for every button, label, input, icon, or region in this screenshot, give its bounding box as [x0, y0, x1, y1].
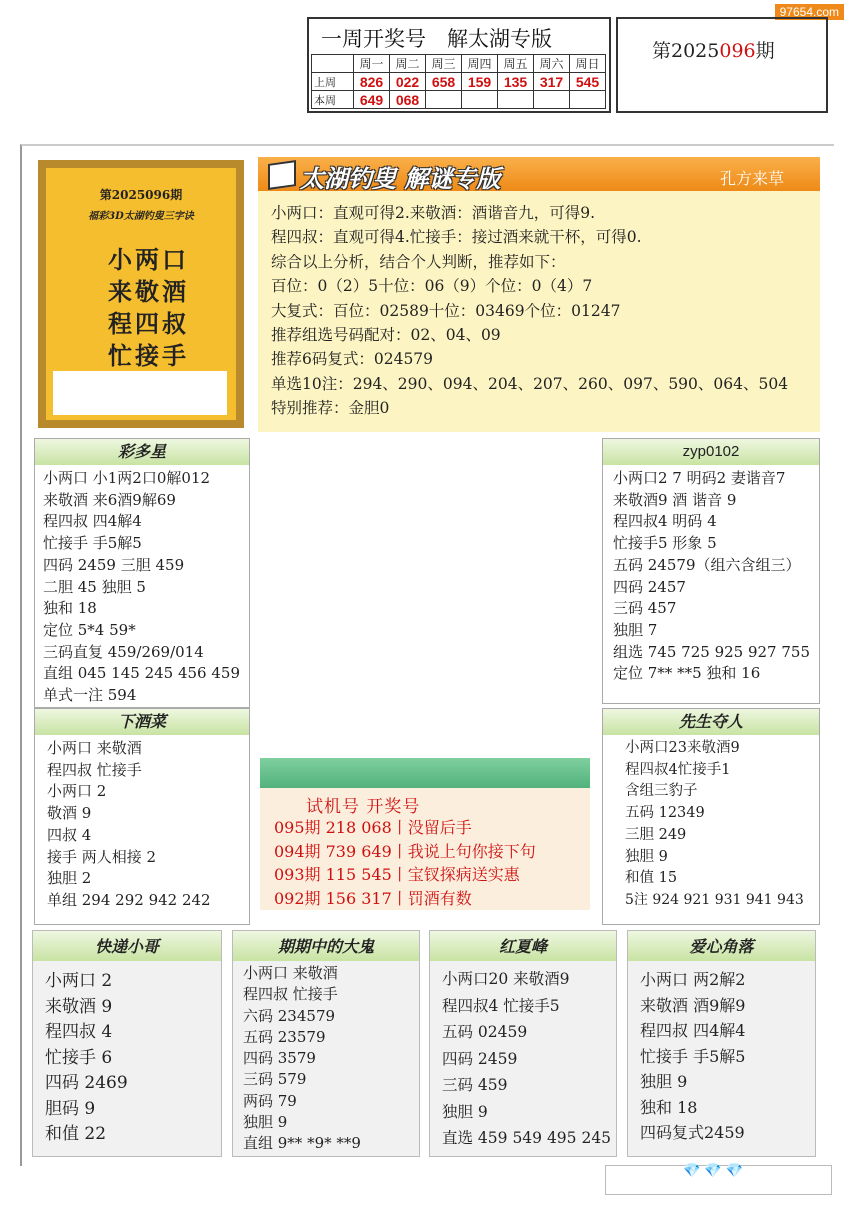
list-item: 忙接手 手5解5 — [43, 534, 142, 553]
weekly-draw-box — [307, 17, 611, 113]
box-body — [603, 465, 819, 685]
box-title: 快递小哥 — [33, 931, 221, 961]
kuaidi-box — [32, 930, 222, 1157]
hongxia-box — [429, 930, 617, 1157]
list-item: 小两口 来敬酒 — [47, 739, 142, 757]
list-item: 来敬酒 来6酒9解69 — [43, 490, 176, 509]
box-body — [603, 735, 819, 912]
list-item: 忙接手5 形象 5 — [613, 534, 717, 553]
trial-rows — [274, 816, 536, 910]
box-body — [33, 961, 221, 1148]
list-item: 独和 18 — [640, 1097, 698, 1117]
table-row — [312, 91, 606, 109]
poster-issue: 第2025096期 — [99, 188, 183, 202]
list-item: 和值 15 — [625, 870, 678, 887]
list-item: 独胆 9 — [243, 1113, 288, 1132]
list-item: 三码 459 — [442, 1076, 508, 1094]
list-item: 四码复式2459 — [640, 1123, 745, 1142]
list-item: 两码 79 — [243, 1091, 297, 1110]
poster-line: 忙接手 — [108, 341, 189, 370]
trial-row: 095期 218 068丨没留后手 — [274, 818, 472, 837]
list-item: 小两口 2 — [47, 782, 107, 801]
analysis-line: 程四叔：直观可得4.忙接手：接过酒来就干杯，可得0. — [271, 228, 642, 247]
draw-number: 068 — [390, 91, 426, 109]
analysis-body — [271, 201, 788, 421]
list-item: 忙接手 6 — [45, 1047, 113, 1068]
riddle-poster — [38, 160, 244, 428]
analysis-line: 大复式：百位：02589十位：03469个位：01247 — [271, 301, 621, 320]
list-item: 独和 18 — [43, 599, 97, 618]
list-item: 直选 459 549 495 245 — [442, 1129, 612, 1147]
analysis-author: 孔方来草 — [719, 169, 784, 188]
list-item: 五码 23579 — [243, 1027, 326, 1046]
table-row — [312, 73, 606, 91]
xiajiucai-box — [34, 708, 250, 925]
list-item: 独胆 9 — [625, 848, 668, 865]
list-item: 敬酒 9 — [47, 804, 92, 823]
issue-box — [616, 17, 828, 113]
list-item: 三胆 249 — [625, 826, 687, 843]
list-item: 直组 9** *9* **9 — [243, 1134, 361, 1153]
box-title: 彩多星 — [35, 439, 249, 465]
poster-blank-box — [53, 371, 227, 415]
list-item: 程四叔4忙接手1 — [625, 761, 731, 778]
list-item: 小两口20 来敬酒9 — [442, 970, 570, 988]
box-title: 爱心角落 — [628, 931, 815, 961]
trial-row: 093期 115 545丨宝钗探病送实惠 — [274, 865, 520, 884]
list-item: 来敬酒 9 — [45, 996, 113, 1017]
draw-number — [426, 91, 462, 109]
analysis-line: 小两口：直观可得2.来敬酒：酒谐音九，可得9. — [271, 204, 596, 222]
list-item: 来敬酒9 酒 谐音 9 — [613, 490, 737, 509]
list-item: 程四叔 忙接手 — [47, 760, 142, 779]
box-title: 下酒菜 — [35, 709, 249, 735]
box-body — [430, 961, 616, 1152]
poster-inner — [46, 168, 236, 420]
list-item: 小两口 两2解2 — [640, 970, 746, 989]
draw-number: 317 — [534, 73, 570, 91]
draw-number — [570, 91, 606, 109]
list-item: 独胆 9 — [442, 1102, 488, 1121]
day-header: 周五 — [498, 55, 534, 73]
list-item: 四码 2469 — [45, 1073, 128, 1093]
table-row — [312, 55, 606, 73]
list-item: 小两口 来敬酒 — [243, 964, 338, 982]
list-item: 三码直复 459/269/014 — [43, 642, 204, 661]
site-watermark: 97654.com — [775, 4, 844, 20]
day-header: 周六 — [534, 55, 570, 73]
analysis-line: 单选10注：294、290、094、204、207、260、097、590、064、504 — [271, 374, 789, 393]
list-item: 程四叔4 明码 4 — [613, 512, 717, 531]
list-item: 程四叔 4 — [45, 1022, 113, 1042]
day-header: 周二 — [390, 55, 426, 73]
draw-number: 022 — [390, 73, 426, 91]
box-title: zyp0102 — [603, 439, 819, 465]
box-body — [233, 961, 419, 1155]
box-title: 期期中的大鬼 — [233, 931, 419, 961]
draw-number: 826 — [354, 73, 390, 91]
list-item: 小两口 小1两2口0解012 — [43, 469, 211, 487]
analysis-line: 推荐组选号码配对：02、04、09 — [271, 326, 501, 345]
list-item: 五码 12349 — [625, 805, 705, 822]
diamond-icon: 💎💎💎 — [683, 1163, 748, 1179]
draw-number — [462, 91, 498, 109]
list-item: 单组 294 292 942 242 — [47, 890, 211, 909]
poster-line: 小两口 — [108, 245, 189, 274]
analysis-header — [258, 157, 820, 191]
draw-number: 545 — [570, 73, 606, 91]
day-header: 周三 — [426, 55, 462, 73]
issue-suffix: 期 — [755, 40, 775, 62]
analysis-line: 推荐6码复式：024579 — [271, 350, 434, 369]
poster-line: 程四叔 — [108, 309, 189, 338]
xiansheng-box — [602, 708, 820, 925]
list-item: 三码 579 — [243, 1070, 307, 1089]
list-item: 三码 457 — [613, 599, 677, 618]
trial-header-bar — [260, 758, 590, 788]
draw-number: 649 — [354, 91, 390, 109]
row-label: 本周 — [312, 91, 354, 109]
box-body — [35, 735, 249, 912]
trial-row: 094期 739 649丨我说上句你接下句 — [274, 841, 536, 861]
trial-title: 试机号 开奖号 — [306, 797, 421, 817]
weekly-draw-table — [311, 54, 606, 109]
list-item: 单式一注 594 — [43, 686, 137, 705]
box-body — [35, 465, 249, 707]
box-title: 红夏峰 — [430, 931, 616, 961]
list-item: 小两口 2 — [45, 971, 113, 991]
draw-number: 658 — [426, 73, 462, 91]
list-item: 四码 2457 — [613, 577, 686, 596]
list-item: 独胆 2 — [47, 869, 92, 888]
list-item: 小两口2 7 明码2 妻谐音7 — [613, 469, 786, 487]
draw-number: 159 — [462, 73, 498, 91]
list-item: 小两口23来敬酒9 — [625, 740, 740, 756]
list-item: 程四叔 忙接手 — [243, 985, 338, 1004]
poster-subtitle: 福彩3D太湖钓叟三字诀 — [88, 211, 194, 222]
list-item: 四叔 4 — [47, 825, 92, 844]
list-item: 程四叔4 忙接手5 — [442, 996, 560, 1015]
analysis-line: 特别推荐：金胆0 — [271, 399, 390, 418]
analysis-title: 太湖钓叟 解谜专版 — [300, 164, 501, 193]
issue-prefix: 第2025 — [652, 40, 720, 62]
day-header: 周一 — [354, 55, 390, 73]
poster-line: 来敬酒 — [108, 277, 189, 306]
analysis-line: 综合以上分析，结合个人判断，推荐如下： — [271, 252, 566, 271]
list-item: 含组三豹子 — [625, 783, 698, 800]
list-item: 忙接手 手5解5 — [640, 1046, 746, 1066]
box-title: 先生夺人 — [603, 709, 819, 735]
list-item: 五码 02459 — [442, 1023, 528, 1041]
list-item: 程四叔 四4解4 — [640, 1021, 746, 1040]
day-header: 周四 — [462, 55, 498, 73]
list-item: 四码 2459 — [442, 1049, 518, 1068]
list-item: 直组 045 145 245 456 459 — [43, 664, 240, 683]
issue-number — [652, 36, 775, 63]
caiduoxing-box — [34, 438, 250, 708]
list-item: 四码 2459 三胆 459 — [43, 555, 185, 574]
list-item: 二胆 45 独胆 5 — [43, 577, 146, 596]
analysis-panel — [258, 157, 820, 432]
weekly-draw-title: 一周开奖号 解太湖专版 — [321, 27, 552, 51]
list-item: 胆码 9 — [45, 1098, 96, 1119]
draw-number — [534, 91, 570, 109]
box-body — [628, 961, 815, 1146]
trial-row: 092期 156 317丨罚酒有数 — [274, 888, 472, 908]
analysis-line: 百位：0（2）5十位：06（9）个位：0（4）7 — [271, 277, 593, 296]
list-item: 来敬酒 酒9解9 — [640, 995, 746, 1015]
zyp-box — [602, 438, 820, 704]
book-icon — [268, 160, 296, 190]
list-item: 程四叔 四4解4 — [43, 512, 142, 531]
draw-number: 135 — [498, 73, 534, 91]
list-item: 独胆 9 — [640, 1072, 688, 1091]
table-cell — [312, 55, 354, 73]
list-item: 组选 745 725 925 927 755 — [613, 642, 810, 661]
qiqi-box — [232, 930, 420, 1157]
list-item: 四码 3579 — [243, 1049, 316, 1068]
list-item: 定位 5*4 59* — [43, 620, 136, 639]
list-item: 和值 22 — [45, 1124, 107, 1144]
row-label: 上周 — [312, 73, 354, 91]
list-item: 定位 7** **5 独和 16 — [613, 664, 761, 683]
list-item: 接手 两人相接 2 — [47, 847, 157, 866]
trial-number-box — [260, 758, 590, 910]
day-header: 周日 — [570, 55, 606, 73]
list-item: 六码 234579 — [243, 1006, 336, 1025]
list-item: 独胆 7 — [613, 620, 658, 639]
aixin-box — [627, 930, 816, 1157]
issue-num: 096 — [719, 40, 756, 62]
draw-number — [498, 91, 534, 109]
list-item: 五码 24579（组六含组三） — [613, 555, 801, 574]
list-item: 5注 924 921 931 941 943 — [625, 891, 804, 908]
